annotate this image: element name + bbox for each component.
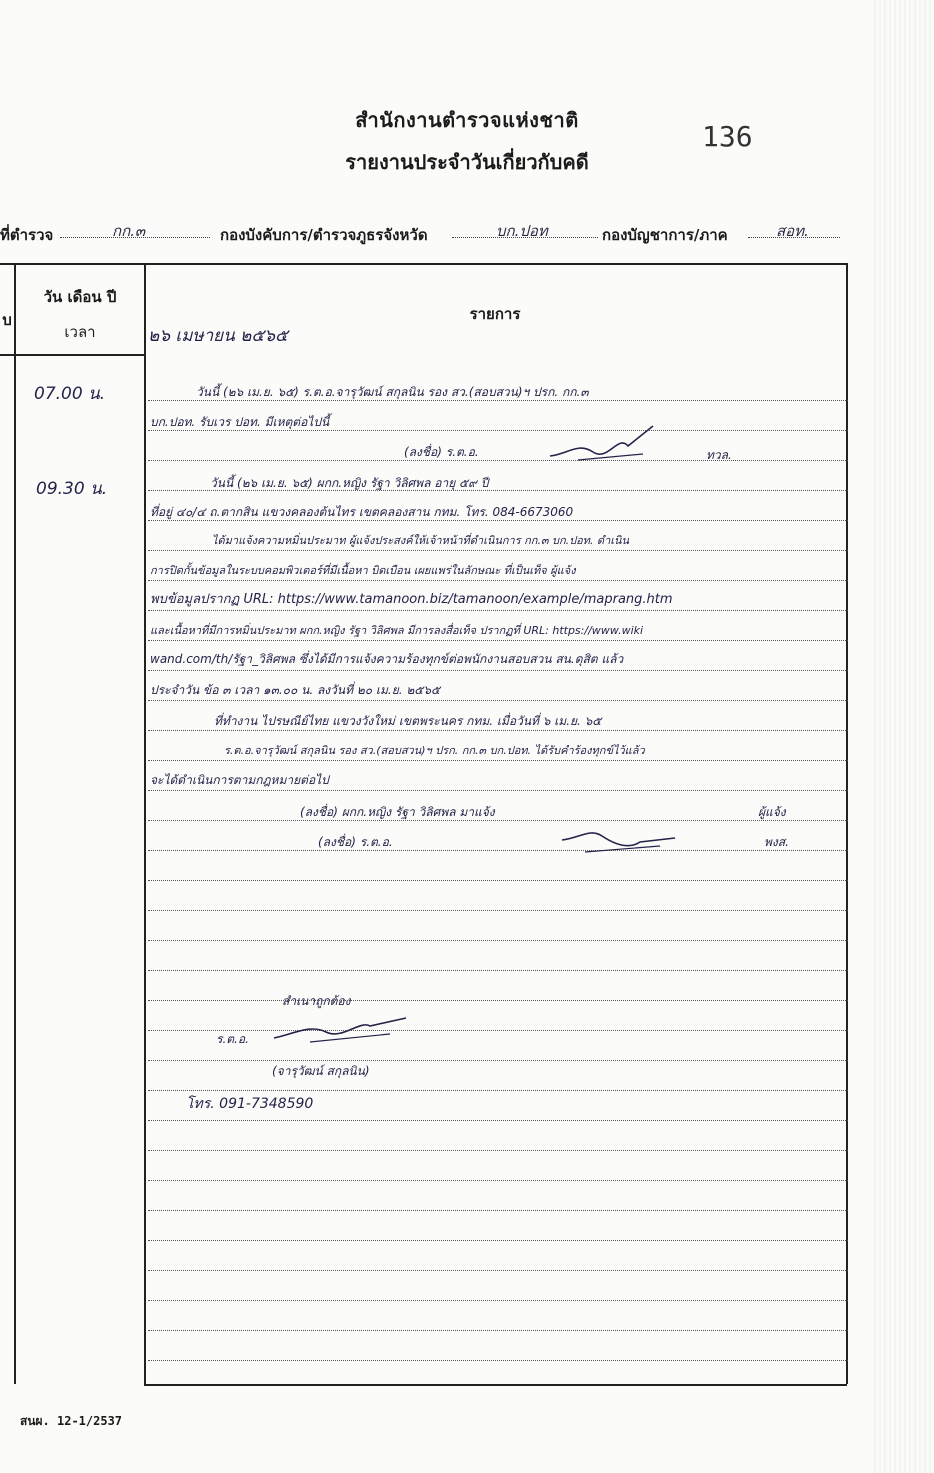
bureau-label: กองบัญชาการ/ภาค: [602, 226, 728, 244]
table-bottom-rule: [144, 1384, 847, 1386]
ruled-line: [148, 910, 848, 911]
column-time-head: เวลา: [64, 323, 96, 341]
ruled-line: [148, 460, 848, 461]
division-value: บก.ปอท: [496, 222, 548, 240]
ruled-line: [148, 1210, 848, 1211]
entry-1-line-c: (ลงชื่อ) ร.ต.อ.: [404, 445, 479, 459]
entry-2-line-b: ที่อยู่ ๔๐/๔ ถ.ตากสิน แขวงคลองต้นไทร เขตคลองสาน กทม. โทร. 084-6673060: [150, 505, 574, 519]
ruled-line: [148, 1240, 848, 1241]
entry-1-line-b: บก.ปอท. รับเวร ปอท. มีเหตุต่อไปนี้: [150, 415, 330, 429]
column-date-head: วัน เดือน ปี: [43, 288, 117, 306]
ruled-line: [148, 1270, 848, 1271]
table-top-rule: [0, 263, 848, 265]
ruled-line: [148, 1090, 848, 1091]
ruled-line: [148, 940, 848, 941]
ruled-line: [148, 550, 848, 551]
certifier-name: (จารุวัฒน์ สกุลนิน): [272, 1064, 370, 1078]
ruled-line: [148, 640, 848, 641]
signature-3: [270, 1012, 410, 1048]
division-label: กองบังคับการ/ตำรวจภูธรจังหวัด: [220, 226, 428, 244]
ruled-line: [148, 1000, 848, 1001]
entry-time-2: 09.30 น.: [36, 479, 108, 499]
page-number: 136: [702, 120, 753, 153]
entry-2-line-c: ได้มาแจ้งความหมิ่นประมาท ผู้แจ้งประสงค์ให้เจ้าหน้าที่ดำเนินการ กก.๓ บก.ปอท. ดำเนิน: [212, 534, 630, 547]
entry-2-line-f: และเนื้อหาที่มีการหมิ่นประมาท ผกก.หญิง รัฐา วิลิศพล มีการลงสื่อเท็จ ปรากฏที่ URL: https://www.wiki: [150, 624, 644, 637]
ruled-line: [148, 760, 848, 761]
ruled-line: [148, 610, 848, 611]
entry-2-line-k: จะได้ดำเนินการตามกฎหมายต่อไป: [150, 773, 329, 787]
entry-1-line-d: ทวล.: [706, 448, 732, 462]
ruled-line: [148, 1300, 848, 1301]
ruled-line: [148, 880, 848, 881]
ruled-line: [148, 850, 848, 851]
report-title: รายงานประจำวันเกี่ยวกับคดี: [345, 150, 589, 174]
contact-phone: โทร. 091-7348590: [186, 1096, 314, 1112]
entry-2-line-j: ร.ต.อ.จารุวัฒน์ สกุลนิน รอง สว.(สอบสวน)ฯ ปรก. กก.๓ บก.ปอท. ได้รับคำร้องทุกข์ไว้แล้ว: [224, 744, 645, 757]
entry-2-line-g: wand.com/th/รัฐา_วิลิศพล ซึ่งได้มีการแจ้งความร้องทุกข์ต่อพนักงานสอบสวน สน.ดุสิต แล้ว: [150, 652, 624, 666]
entry-time-1: 07.00 น.: [34, 384, 106, 404]
form-code: สนผ. 12-1/2537: [20, 1414, 123, 1428]
ruled-line: [148, 820, 848, 821]
certified-copy: สำเนาถูกต้อง: [282, 994, 351, 1008]
column-rule-1: [14, 264, 16, 1384]
scan-noise: [874, 0, 934, 1473]
ruled-line: [148, 1180, 848, 1181]
ruled-line: [148, 1060, 848, 1061]
ruled-line: [148, 670, 848, 671]
entry-1-line-a: วันนี้ (๒๖ เม.ย. ๖๕) ร.ต.อ.จารุวัฒน์ สกุลนิน รอง สว.(สอบสวน)ฯ ปรก. กก.๓: [196, 385, 589, 399]
entry-2-line-h: ประจำวัน ข้อ ๓ เวลา ๑๓.๐๐ น. ลงวันที่ ๒๐ เม.ย. ๒๕๖๕: [150, 683, 441, 697]
entry-2-line-o: พงส.: [764, 835, 789, 849]
entry-2-line-e: พบข้อมูลปรากฏ URL: https://www.tamanoon.biz/tamanoon/example/maprang.htm: [150, 592, 673, 607]
signature-1: [548, 424, 658, 464]
station-label: ที่ตำรวจ: [0, 226, 54, 244]
ruled-line: [148, 1030, 848, 1031]
ruled-line: [148, 700, 848, 701]
ruled-line: [148, 790, 848, 791]
column-rule-2: [144, 264, 146, 1384]
date-header: ๒๖ เมษายน ๒๕๖๕: [148, 326, 288, 346]
signature-2: [560, 820, 680, 860]
column-rule-3: [846, 264, 848, 1384]
entry-2-line-i: ที่ทำงาน ไปรษณีย์ไทย แขวงวังใหม่ เขตพระนคร กทม. เมื่อวันที่ ๖ เม.ย. ๖๕: [214, 714, 602, 728]
column-detail-head: รายการ: [469, 305, 521, 323]
ruled-line: [148, 1360, 848, 1361]
entry-2-line-m: ผู้แจ้ง: [758, 805, 786, 819]
ruled-line: [148, 1330, 848, 1331]
certifier-rank: ร.ต.อ.: [216, 1032, 249, 1046]
bureau-value: สอท.: [776, 222, 809, 240]
column-left-head: บ: [2, 311, 12, 329]
ruled-line: [148, 1150, 848, 1151]
agency-name: สำนักงานตำรวจแห่งชาติ: [355, 108, 579, 132]
ruled-line: [148, 580, 848, 581]
entry-2-line-d: การปิดกั้นข้อมูลในระบบคอมพิวเตอร์ที่มีเนื้อหา บิดเบือน เผยแพร่ในลักษณะ ที่เป็นเท็จ ผู้แจ้ง: [150, 564, 576, 577]
entry-2-line-l: (ลงชื่อ) ผกก.หญิง รัฐา วิลิศพล มาแจ้ง: [300, 805, 495, 819]
ruled-line: [148, 1120, 848, 1121]
header-bottom-rule: [0, 354, 145, 356]
entry-2-line-n: (ลงชื่อ) ร.ต.อ.: [318, 835, 393, 849]
entry-2-line-a: วันนี้ (๒๖ เม.ย. ๖๕) ผกก.หญิง รัฐา วิลิศพล อายุ ๕๙ ปี: [210, 476, 489, 490]
info-line: [0, 223, 934, 247]
ruled-line: [148, 970, 848, 971]
station-value: กก.๓: [112, 222, 146, 240]
